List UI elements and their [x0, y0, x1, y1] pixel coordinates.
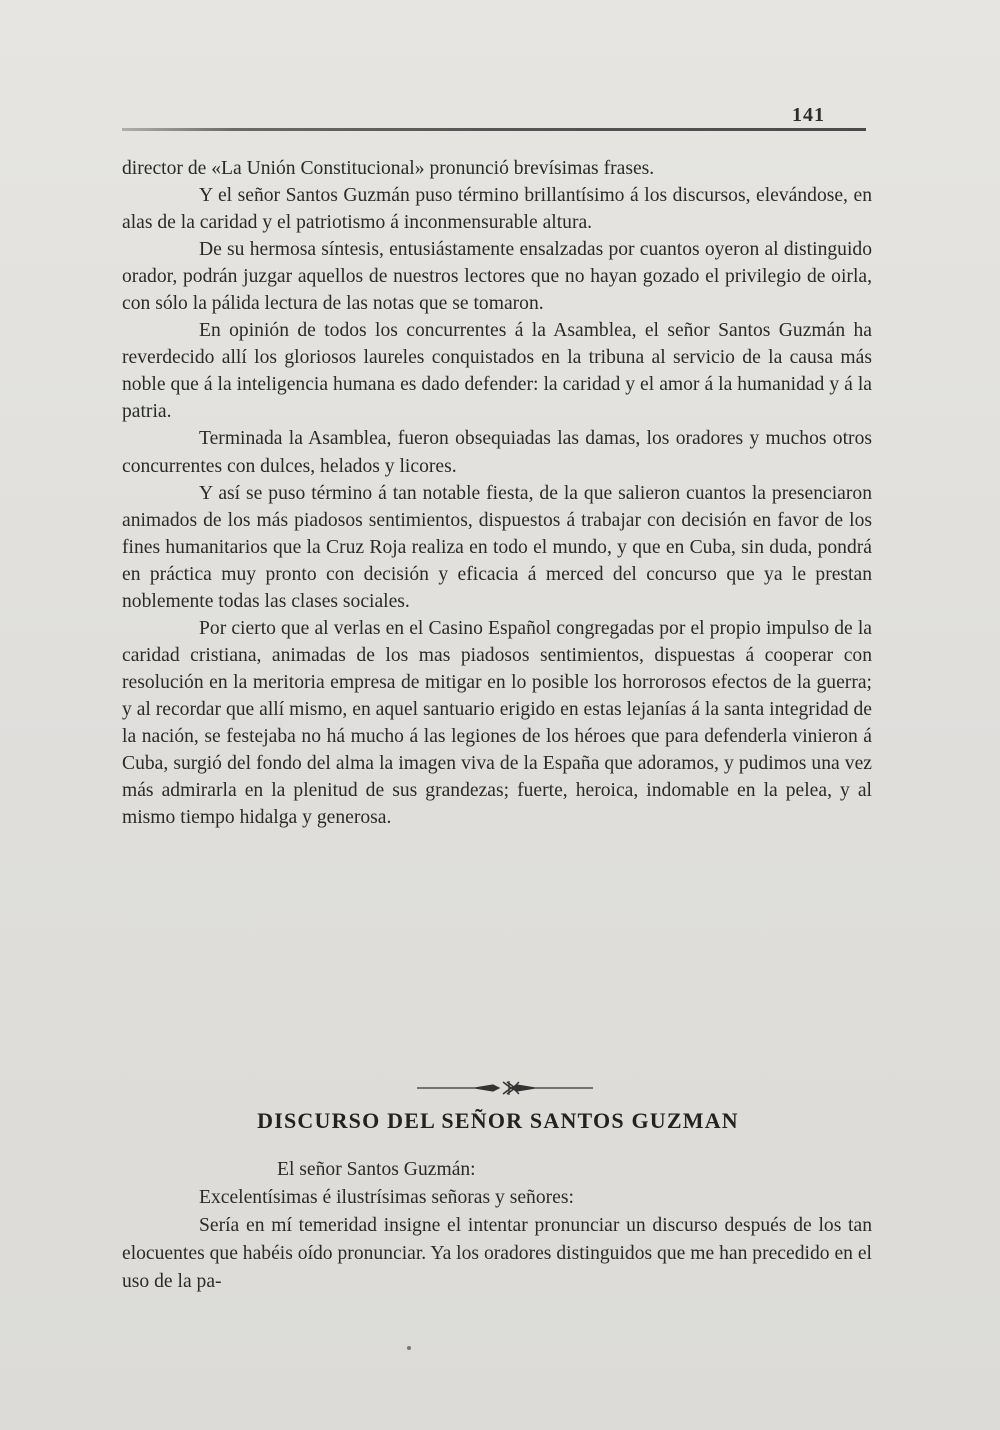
- speaker-line: El señor Santos Guzmán:: [277, 1159, 476, 1180]
- header-rule: [122, 128, 866, 131]
- section-heading: DISCURSO DEL SEÑOR SANTOS GUZMAN: [257, 1108, 739, 1133]
- paragraph: Por cierto que al verlas en el Casino Español congregadas por el propio impulso de la caridad cristiana, animadas de los mas piadosos sentimientos, dispuestas á cooperar con resolución en la meritoria empresa de mitigar en lo posible los horrorosos efectos de la guerra; y al recordar que allí mismo, en aquel santuario erigido en estas lejanías á la santa integridad de la nación, se festejaba no há mucho á las legiones de los héroes que para defenderla vinieron á Cuba, surgió del fondo del alma la imagen viva de la España que adoramos, y pudimos una vez más admirarla en la plenitud de sus grandezas; fuerte, heroica, indomable en la pelea, y al mismo tiempo hidalga y generosa.: [122, 617, 872, 829]
- divider-flourish-icon: [415, 1078, 595, 1098]
- page-number: 141: [792, 104, 825, 126]
- paragraph: Y el señor Santos Guzmán puso término brillantísimo á los discursos, elevándose, en alas de la caridad y el patriotismo á inconmensurable altura.: [122, 185, 872, 234]
- paragraph: Terminada la Asamblea, fueron obsequiadas las damas, los oradores y muchos otros concurrentes con dulces, helados y licores.: [122, 428, 872, 477]
- paragraph: De su hermosa síntesis, entusiástamente ensalzadas por cuantos oyeron al distinguido orador, podrán juzgar aquellos de nuestros lectores que no hayan gozado el privilegio de oirla, con sólo la pálida lectura de las notas que se tomaron.: [122, 239, 872, 315]
- paragraph: En opinión de todos los concurrentes á la Asamblea, el señor Santos Guzmán ha reverdecido allí los gloriosos laureles conquistados en la tribuna al servicio de la causa más noble que á la inteligencia humana es dado defender: la caridad y el amor á la humanidad y á la patria.: [122, 320, 872, 423]
- article-body: [122, 155, 872, 831]
- speech-body: [122, 1156, 872, 1296]
- paragraph: director de «La Unión Constitucional» pronunció brevísimas frases.: [122, 158, 655, 179]
- paragraph: Excelentísimas é ilustrísimas señoras y señores:: [199, 1187, 574, 1208]
- paragraph: Y así se puso término á tan notable fiesta, de la que salieron cuantos la presenciaron animados de los más piadosos sentimientos, dispuestos á trabajar con decisión en favor de los fines humanitarios que la Cruz Roja realiza en todo el mundo, y que en Cuba, sin duda, pondrá en práctica muy pronto con decisión y eficacia á merced del concurso que ya le prestan noblemente todas las clases sociales.: [122, 482, 872, 612]
- ink-speck: [407, 1346, 411, 1350]
- paragraph: Sería en mí temeridad insigne el intentar pronunciar un discurso después de los tan elocuentes que habéis oído pronunciar. Ya los oradores distinguidos que me han precedido en el uso de la pa-: [122, 1215, 872, 1292]
